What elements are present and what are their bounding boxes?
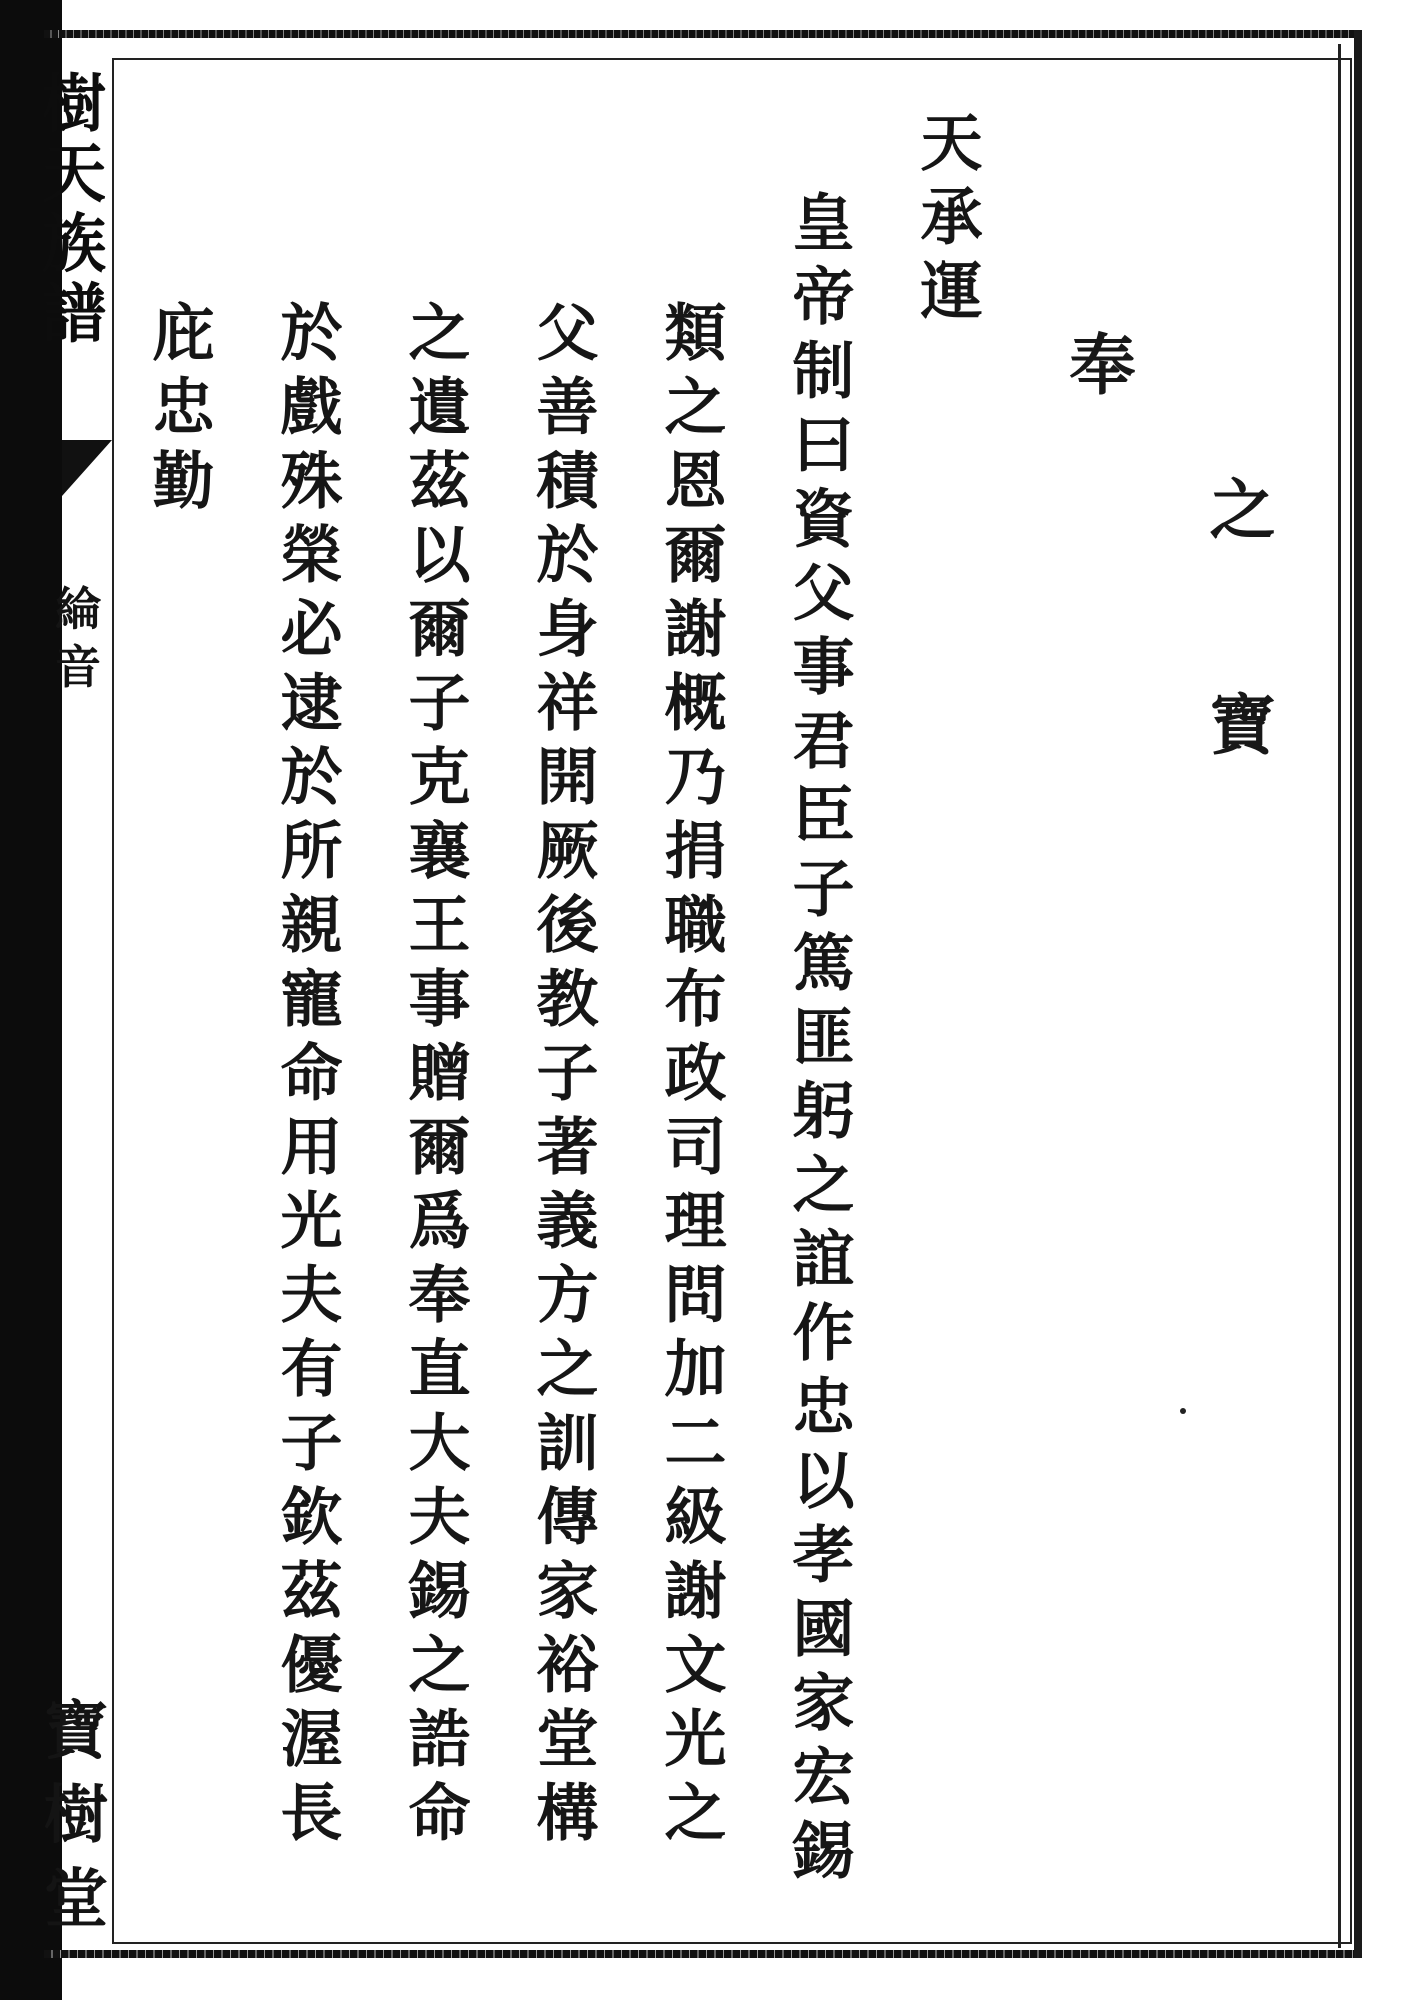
margin-title: 樹天族譜 <box>42 67 106 352</box>
text-column-5: 之遺茲以爾子克襄王事贈爾爲奉直大夫錫之誥命 <box>398 300 471 1854</box>
text-column-2: 皇帝制曰資父事君臣子篤匪躬之誼作忠以孝國家宏錫 <box>782 190 855 1892</box>
text-column-3: 類之恩爾謝概乃捐職布政司理問加二級謝文光之 <box>654 300 727 1854</box>
text-column-1: 天承運 <box>910 110 983 332</box>
text-column-6: 於戲殊榮必逮於所親寵命用光夫有子欽茲優渥長 <box>270 300 343 1854</box>
margin-section-label: 綸音 <box>55 582 101 694</box>
ink-speck <box>1180 1408 1186 1414</box>
fishtail-mark <box>62 440 112 496</box>
seal-char-zhi: 之 <box>1198 475 1276 541</box>
margin-hall-name: 寶樹堂 <box>44 1694 108 1937</box>
text-column-4: 父善積於身祥開厥後教子著義方之訓傳家裕堂構 <box>526 300 599 1854</box>
inner-frame-right-rule <box>1338 44 1341 1948</box>
seal-char-bao: 寶 <box>1198 690 1276 756</box>
text-column-7: 庇忠勤 <box>142 300 215 522</box>
seal-char-feng: 奉 <box>1058 330 1136 396</box>
